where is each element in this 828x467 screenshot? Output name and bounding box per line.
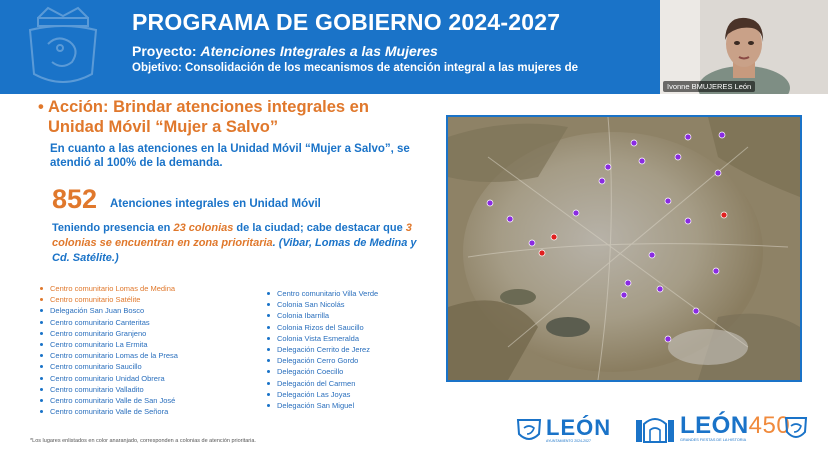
leon-logo-text: LEÓN [546,415,612,440]
project-line [132,43,438,59]
location-name: Centro comunitario Valladito [50,384,144,394]
bullet-dot-icon [267,404,270,407]
location-name: Delegación San Miguel [277,401,355,411]
location-list-item [267,288,378,299]
leon-450-logo-text [680,412,790,440]
location-list-item [267,366,378,377]
location-name: Centro comunitario La Ermita [50,340,148,350]
bullet-dot-icon [40,287,43,290]
location-list-item [40,283,178,294]
project-name: Atenciones Integrales a las Mujeres [200,43,438,59]
location-list-item [267,400,378,411]
presence-text-a: Teniendo presencia en [52,222,174,234]
locations-list-left [40,283,178,417]
city-crest-watermark-icon [8,4,118,90]
location-list-item [267,344,378,355]
location-list-item [40,294,178,305]
bullet-dot-icon [40,309,43,312]
locations-list-right [267,288,378,411]
bullet-dot-icon [267,292,270,295]
location-list-item [267,310,378,321]
location-list-item [40,339,178,350]
page-title: PROGRAMA DE GOBIERNO 2024-2027 [132,9,561,35]
leon-450-shield-icon [784,414,808,442]
location-name: Centro comunitario Valle de Señora [50,407,169,417]
location-name: Centro comunitario Canteritas [50,317,150,327]
satellite-map-icon [448,117,800,380]
bullet-dot-icon [40,298,43,301]
action-heading [38,97,418,137]
location-list-item [40,395,178,406]
bullet-dot-icon [267,348,270,351]
location-name: Centro comunitario Lomas de Medina [50,284,176,293]
location-name: Centro comunitario Villa Verde [277,289,379,298]
project-label: Proyecto: [132,43,197,59]
location-list-item [40,361,178,372]
location-list-item [267,389,378,400]
location-list-item [40,384,178,395]
webcam-thumbnail[interactable] [660,0,828,94]
location-name: Centro comunitario Saucillo [50,362,142,372]
bullet-dot-icon [40,377,43,380]
bullet-dot-icon [267,314,270,317]
location-name: Delegación del Carmen [277,378,356,388]
location-list-item [40,350,178,361]
bullet-dot-icon [267,393,270,396]
location-name: Colonia Vista Esmeralda [277,333,359,343]
objective-line: Objetivo: Consolidación de los mecanismos de atención integral a las mujeres de [132,62,579,74]
location-list-item [267,355,378,366]
presence-text-c: de la ciudad; cabe destacar que [233,222,406,234]
location-name: Colonia Ibarrilla [277,311,330,321]
leon-shield-icon [516,416,542,444]
location-list-item [267,378,378,389]
bullet-dot-icon [40,365,43,368]
leon-government-logo [516,414,636,444]
bullet-dot-icon [267,382,270,385]
bullet-dot-icon [267,337,270,340]
leon-450-subtitle: GRANDES FIESTAS DE LA HISTORIA [680,438,747,442]
bullet-dot-icon [267,370,270,373]
bullet-dot-icon [40,332,43,335]
bullet-dot-icon [40,354,43,357]
priority-colonias-names: . (Vibar, Lomas de Medina y Cd. Satélite.) [52,237,417,264]
bullet-icon: • [38,98,44,116]
location-name: Delegación Cerrito de Jerez [277,345,370,355]
location-name: Delegación Coecillo [277,367,344,377]
location-name: Centro comunitario Satélite [50,295,141,305]
bullet-dot-icon [40,399,43,402]
location-list-item [40,317,178,328]
leon-logo-subtitle: AYUNTAMIENTO 2024-2027 [546,439,591,443]
priority-colonias-highlight: 3 colonias se encuentran en zona prioritaria [52,222,412,249]
action-heading-text: Acción: Brindar atenciones integrales en Unidad Móvil “Mujer a Salvo” [48,98,369,136]
location-name: Centro comunitario Lomas de la Presa [50,351,178,361]
city-map-image [446,115,802,382]
participant-name-label: Ivonne BMUJERES León [663,81,755,92]
location-list-item [40,406,178,417]
colonias-count-highlight: 23 colonias [173,222,234,234]
location-name: Colonia Rizos del Saucillo [277,322,364,332]
presence-paragraph [52,221,424,266]
bullet-dot-icon [40,343,43,346]
bullet-dot-icon [267,303,270,306]
attentions-count: 852 [52,184,98,214]
location-list-item [40,373,178,384]
location-list-item [267,333,378,344]
location-name: Delegación San Juan Bosco [50,306,145,316]
bullet-dot-icon [267,359,270,362]
location-list-item [40,305,178,316]
bullet-dot-icon [40,410,43,413]
priority-footnote: *Los lugares enlistados en color anaranjado, corresponden a colonias de atención prioritaria. [30,438,256,444]
leon-450-word: LEÓN [680,412,749,439]
leon-450-logo [634,412,814,446]
location-list-item [40,328,178,339]
leon-450-building-icon [634,412,676,444]
location-list-item [267,299,378,310]
location-name: Centro comunitario Granjeno [50,328,147,338]
bullet-dot-icon [267,326,270,329]
bullet-dot-icon [40,388,43,391]
location-name: Centro comunitario Valle de San José [50,396,176,406]
location-list-item [267,322,378,333]
location-name: Delegación Las Joyas [277,389,351,399]
demand-paragraph: En cuanto a las atenciones en la Unidad Móvil “Mujer a Salvo”, se atendió al 100% de la demanda. [50,143,410,169]
bullet-dot-icon [40,321,43,324]
location-name: Colonia San Nicolás [277,300,345,310]
leon-450-number: 450 [748,412,791,439]
location-name: Centro comunitario Unidad Obrera [50,373,165,383]
attentions-count-label: Atenciones integrales en Unidad Móvil [110,198,321,210]
participant-video-icon [660,0,828,94]
location-name: Delegación Cerro Gordo [277,356,359,366]
